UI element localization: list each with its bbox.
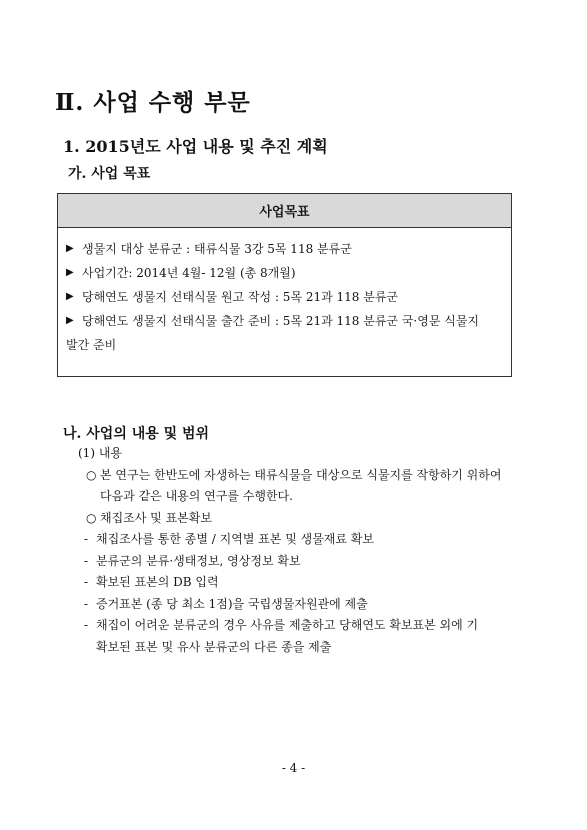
dash-item xyxy=(78,572,518,594)
goal-item xyxy=(66,261,503,285)
goal-item xyxy=(66,237,503,261)
chapter-title: Ⅱ. 사업 수행 부문 xyxy=(55,89,251,116)
goal-item-text: 생물지 대상 분류군 : 태류식물 3강 5목 118 분류군 xyxy=(82,242,352,256)
circle-item-text: 채집조사 및 표본확보 xyxy=(100,510,212,525)
dash-item-line: 확보된 표본 및 유사 분류군의 다른 종을 제출 xyxy=(96,639,332,654)
goal-list xyxy=(58,228,511,357)
dash-item-text: 분류군의 분류·생태정보, 영상정보 확보 xyxy=(96,553,301,568)
content-label: (1) 내용 xyxy=(78,446,122,460)
goal-item-continuation: 발간 준비 xyxy=(66,338,117,352)
triangle-bullet-icon: ▶ xyxy=(66,291,74,302)
subsection-title-ga: 가. 사업 목표 xyxy=(68,166,151,182)
circle-item-line: 본 연구는 한반도에 자생하는 태류식물을 대상으로 식물지를 작항하기 위하여 xyxy=(100,467,502,482)
dash-item-text xyxy=(96,615,518,658)
dash-bullet-icon: - xyxy=(84,618,89,632)
dash-item xyxy=(78,551,518,573)
dash-bullet-icon: - xyxy=(84,596,89,611)
goal-item xyxy=(66,309,503,333)
circle-bullet-icon: ○ xyxy=(86,467,97,482)
dash-item xyxy=(78,529,518,551)
dash-item-text: 증거표본 (종 당 최소 1점)을 국립생물자원관에 제출 xyxy=(96,596,368,611)
content-block xyxy=(78,443,518,658)
goal-item-text: 당해연도 생물지 선태식물 출간 준비 : 5목 21과 118 분류군 국·영문 식물지 xyxy=(82,314,480,328)
dash-item-text: 채집조사를 통한 종별 / 지역별 표본 및 생물재료 확보 xyxy=(96,532,374,546)
circle-item xyxy=(78,508,518,530)
goal-box-header: 사업목표 xyxy=(58,194,511,228)
triangle-bullet-icon: ▶ xyxy=(66,267,74,278)
circle-item xyxy=(78,465,518,508)
dash-bullet-icon: - xyxy=(84,553,89,568)
dash-item xyxy=(78,594,518,616)
dash-item-text: 확보된 표본의 DB 입력 xyxy=(96,575,219,589)
circle-item-line: 다음과 같은 내용의 연구를 수행한다. xyxy=(100,489,293,503)
dash-bullet-icon: - xyxy=(84,532,89,546)
goal-box xyxy=(57,193,512,377)
goal-item-text: 사업기간: 2014년 4월- 12월 (총 8개월) xyxy=(82,266,296,280)
triangle-bullet-icon: ▶ xyxy=(66,315,74,326)
dash-bullet-icon: - xyxy=(84,575,89,589)
circle-item-text xyxy=(100,465,518,508)
triangle-bullet-icon: ▶ xyxy=(66,243,74,254)
goal-item-text: 당해연도 생물지 선태식물 원고 작성 : 5목 21과 118 분류군 xyxy=(82,290,399,304)
page-number: - 4 - xyxy=(281,761,306,775)
dash-item xyxy=(78,615,518,658)
section-title: 1. 2015년도 사업 내용 및 추진 계획 xyxy=(63,137,328,156)
goal-item xyxy=(66,285,503,309)
subsection-title-na: 나. 사업의 내용 및 범위 xyxy=(63,426,210,442)
circle-bullet-icon: ○ xyxy=(86,510,97,525)
dash-item-line: 채집이 어려운 분류군의 경우 사유를 제출하고 당해연도 확보표본 외에 기 xyxy=(96,618,479,632)
